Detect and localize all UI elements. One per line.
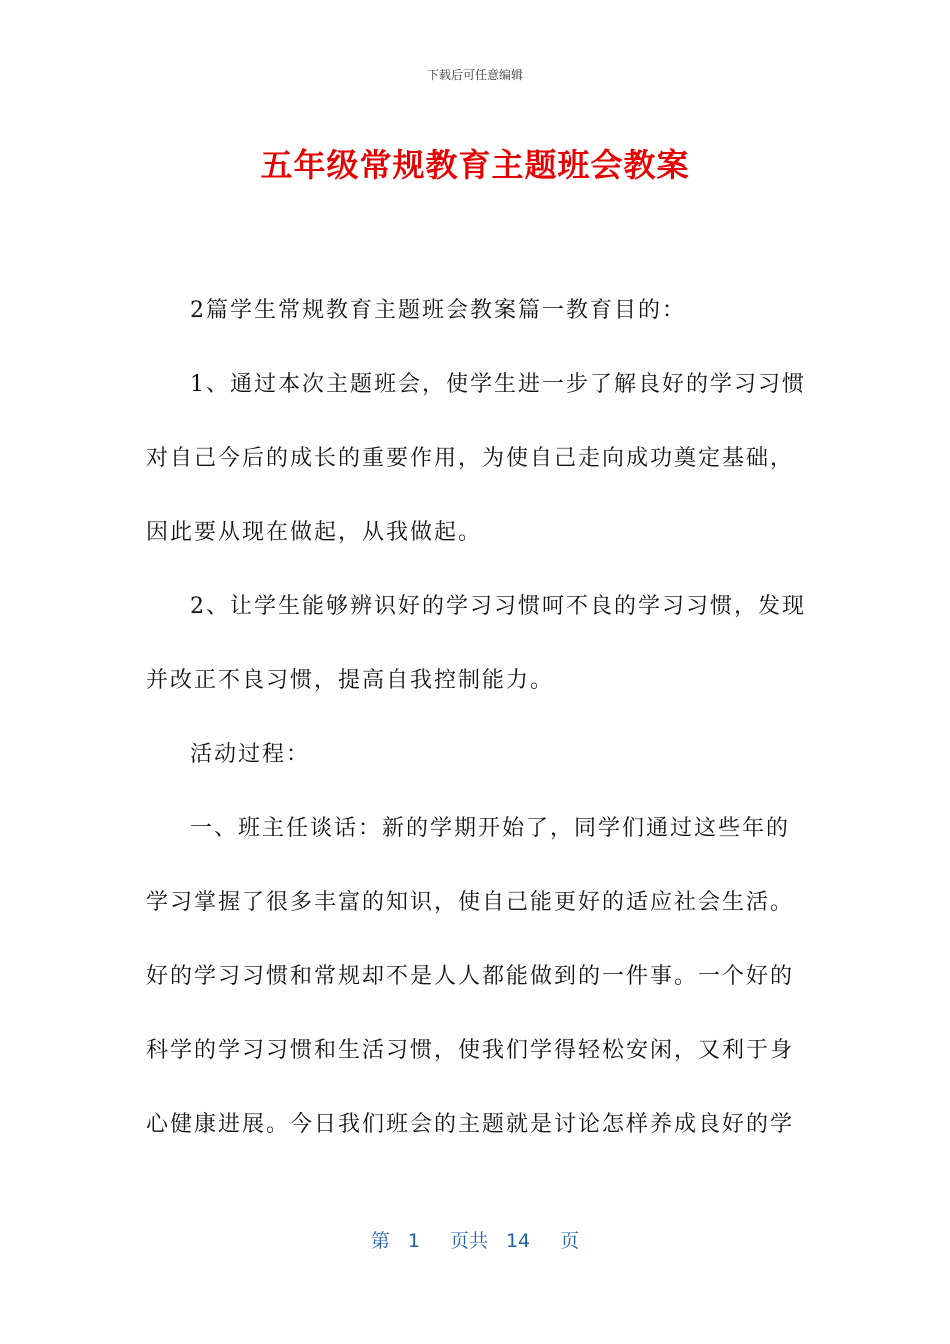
total-pages: 14 [505,1230,531,1252]
page-middle: 页共 [449,1230,488,1252]
page-number: 1 [407,1230,420,1252]
page-prefix: 第 [370,1230,390,1252]
document-title: 五年级常规教育主题班会教案 [260,146,690,184]
paragraph-intro: 2篇学生常规教育主题班会教案篇一教育目的： [190,298,686,323]
document-body [146,274,806,1162]
paragraph-goal-2: 2、让学生能够辨识好的学习习惯呵不良的学习习惯，发现并改正不良习惯，提高自我控制能力。 [146,594,806,693]
paragraph-teacher-talk: 一、班主任谈话：新的学期开始了，同学们通过这些年的学习掌握了很多丰富的知识，使自己能更好的适应社会生活。好的学习习惯和常规却不是人人都能做到的一件事。一个好的科学的学习习惯和生活习惯，使我们学得轻松安闲，又利于身心健康进展。今日我们班会的主题就是讨论怎样养成良好的学 [146,816,795,1137]
paragraph-activity-heading: 活动过程： [190,742,311,767]
paragraph-goal-1: 1、通过本次主题班会，使学生进一步了解良好的学习习惯对自己今后的成长的重要作用，为使自己走向成功奠定基础，因此要从现在做起，从我做起。 [146,372,806,545]
page-footer [0,1226,950,1253]
header-note: 下载后可任意编辑 [426,68,523,82]
page-suffix: 页 [560,1230,580,1252]
